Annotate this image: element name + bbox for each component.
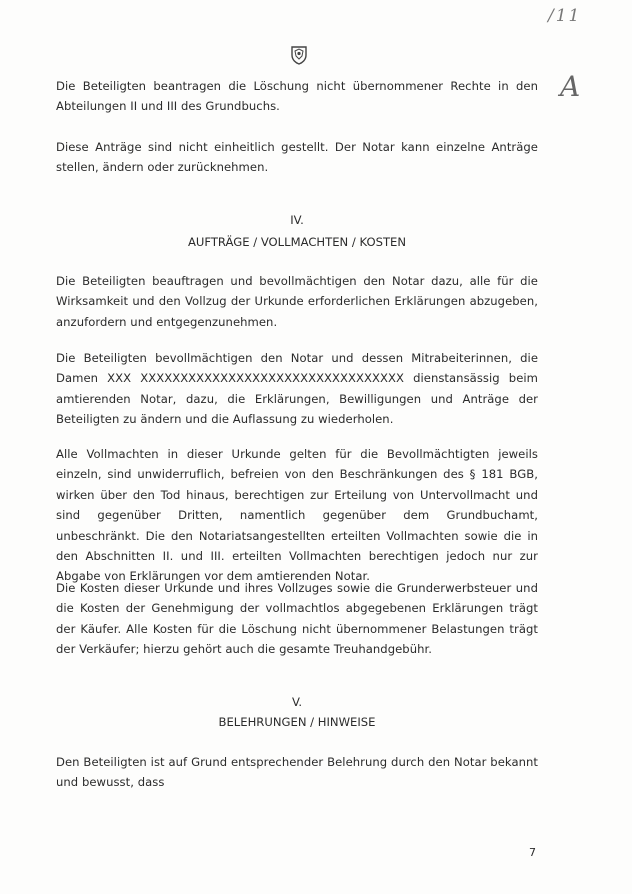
paragraph-auftrag: Die Beteiligten beauftragen und bevollmächtigen den Notar dazu, alle für die Wirksamkeit und den Vollzug der Urkunde erforderlichen Erklärungen abzugeben, anzufordern und entgegenzunehmen. xyxy=(56,274,538,329)
paragraph-kosten: Die Kosten dieser Urkunde und ihres Vollzuges sowie die Grunderwerbsteuer und die Kosten der Genehmigung der vollmachtlos abgegebenen Erklärungen trägt der Käufer. Alle Kosten für die Löschung nicht übernommener Belastungen trägt der Verkäufer; hierzu gehört auch die gesamte Treuhandgebühr. xyxy=(56,581,538,657)
coat-of-arms-icon xyxy=(290,45,308,65)
section-5-numeral: V. xyxy=(291,695,303,709)
paragraph-vollmacht-mitarbeiter: Die Beteiligten bevollmächtigen den Notar und dessen Mitrabeiterinnen, die Damen XXX XXXXXXXXXXXXXXXXXXXXXXXXXXXXXXXXX dienstansässig beim amtierenden Notar, dazu, die Erklärungen, Bewilligungen und Anträge der Beteiligten zu ändern und die Auflassung zu wiederholen. xyxy=(56,351,538,427)
paragraph-belehrung: Den Beteiligten ist auf Grund entsprechender Belehrung durch den Notar bekannt und bewusst, dass xyxy=(56,755,538,790)
section-4-title: AUFTRÄGE / VOLLMACHTEN / KOSTEN xyxy=(187,235,407,249)
page-number: 7 xyxy=(529,846,536,859)
paragraph-loeschung: Die Beteiligten beantragen die Löschung nicht übernommener Rechte in den Abteilungen II und III des Grundbuchs. xyxy=(56,79,538,114)
paragraph-antraege: Diese Anträge sind nicht einheitlich gestellt. Der Notar kann einzelne Anträge stellen, ändern oder zurücknehmen. xyxy=(56,140,538,175)
paragraph-vollmachten: Alle Vollmachten in dieser Urkunde gelten für die Bevollmächtigten jeweils einzeln, sind unwiderruflich, befreien von den Beschränkungen des § 181 BGB, wirken über den Tod hinaus, berechtigen zur Erteilung von Untervollmacht und sind gegenüber Dritten, namentlich gegenüber dem Grundbuchamt, unbeschränkt. Die den Notariatsangestellten erteilten Vollmachten sowie die in den Abschnitten II. und III. erteilten Vollmachten berechtigen jedoch nur zur Abgabe von Erklärungen vor dem amtierenden Notar. xyxy=(56,447,538,584)
handwritten-margin-letter: A xyxy=(560,70,581,103)
section-5-title: BELEHRUNGEN / HINWEISE xyxy=(218,715,376,729)
handwritten-page-note: /11 xyxy=(548,6,582,26)
section-4-numeral: IV. xyxy=(290,213,304,227)
